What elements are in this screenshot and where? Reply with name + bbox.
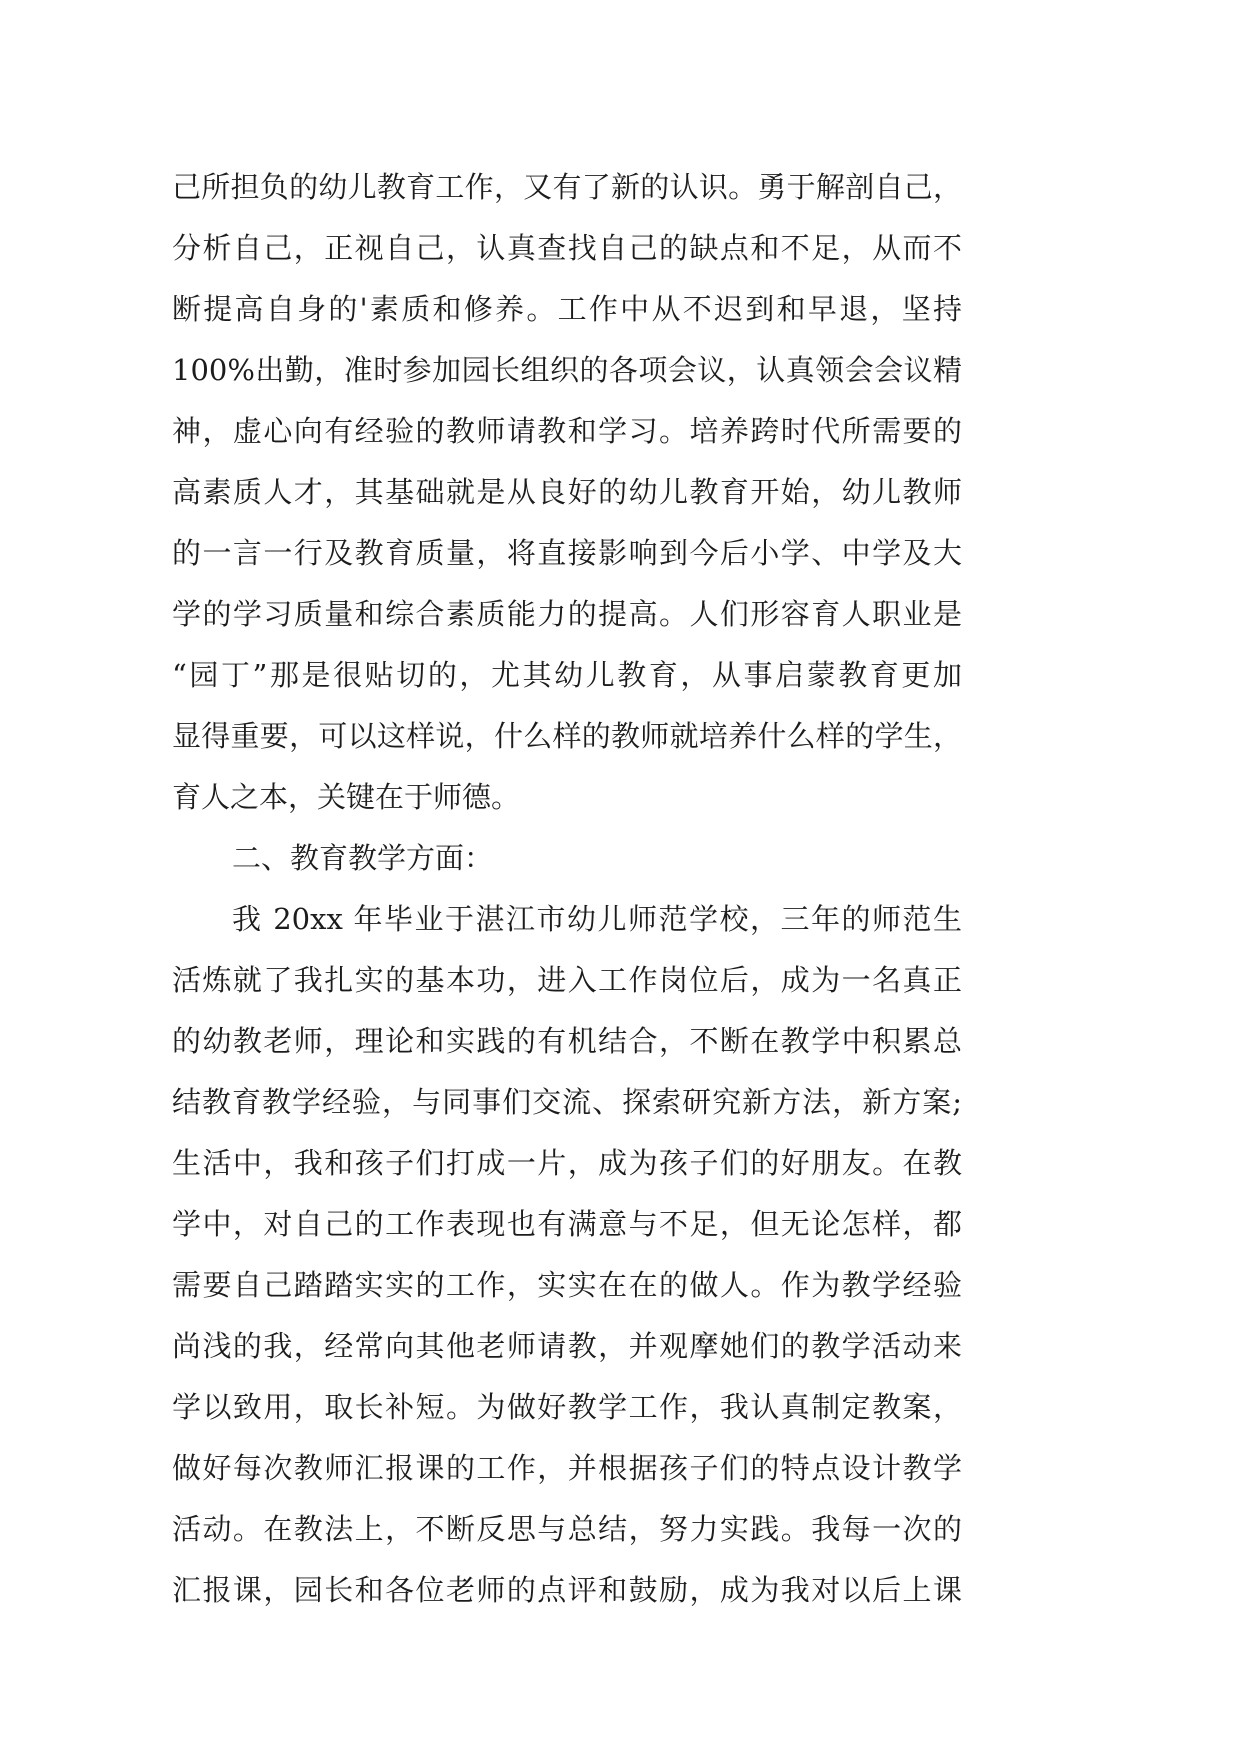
document-body xyxy=(172,157,962,1621)
paragraph-teaching xyxy=(172,889,962,1621)
text-line: 汇报课，园长和各位老师的点评和鼓励，成为我对以后上课 xyxy=(172,1573,962,1607)
text-line: 我 20xx 年毕业于湛江市幼儿师范学校，三年的师范生 xyxy=(232,902,962,936)
text-line: 的幼教老师，理论和实践的有机结合，不断在教学中积累总 xyxy=(172,1024,962,1058)
text-line: 己所担负的幼儿教育工作，又有了新的认识。勇于解剖自己， xyxy=(172,170,962,204)
text-line: 需要自己踏踏实实的工作，实实在在的做人。作为教学经验 xyxy=(172,1268,962,1302)
text-line: 活炼就了我扎实的基本功，进入工作岗位后，成为一名真正 xyxy=(172,963,962,997)
text-line: 活动。在教法上，不断反思与总结，努力实践。我每一次的 xyxy=(172,1512,962,1546)
text-line: 显得重要，可以这样说，什么样的教师就培养什么样的学生， xyxy=(172,719,962,753)
text-line: 尚浅的我，经常向其他老师请教，并观摩她们的教学活动来 xyxy=(172,1329,962,1363)
text-line: 高素质人才，其基础就是从良好的幼儿教育开始，幼儿教师 xyxy=(172,475,962,509)
text-line: 神，虚心向有经验的教师请教和学习。培养跨时代所需要的 xyxy=(172,414,962,448)
text-line: “园丁”那是很贴切的，尤其幼儿教育，从事启蒙教育更加 xyxy=(172,658,962,692)
text-line: 育人之本，关键在于师德。 xyxy=(172,780,521,814)
text-line: 学以致用，取长补短。为做好教学工作，我认真制定教案， xyxy=(172,1390,962,1424)
paragraph-conduct xyxy=(172,157,962,828)
text-line: 分析自己，正视自己，认真查找自己的缺点和不足，从而不 xyxy=(172,231,962,265)
text-line: 断提高自身的'素质和修养。工作中从不迟到和早退，坚持 xyxy=(172,292,962,326)
text-line: 做好每次教师汇报课的工作，并根据孩子们的特点设计教学 xyxy=(172,1451,962,1485)
text-line: 学中，对自己的工作表现也有满意与不足，但无论怎样，都 xyxy=(172,1207,962,1241)
text-line: 结教育教学经验，与同事们交流、探索研究新方法，新方案; xyxy=(172,1085,962,1119)
section-heading xyxy=(172,828,962,889)
text-line: 生活中，我和孩子们打成一片，成为孩子们的好朋友。在教 xyxy=(172,1146,962,1180)
text-line: 100%出勤，准时参加园长组织的各项会议，认真领会会议精 xyxy=(172,353,962,387)
text-line: 学的学习质量和综合素质能力的提高。人们形容育人职业是 xyxy=(172,597,962,631)
section-heading-text: 二、教育教学方面： xyxy=(232,841,494,875)
text-line: 的一言一行及教育质量，将直接影响到今后小学、中学及大 xyxy=(172,536,962,570)
